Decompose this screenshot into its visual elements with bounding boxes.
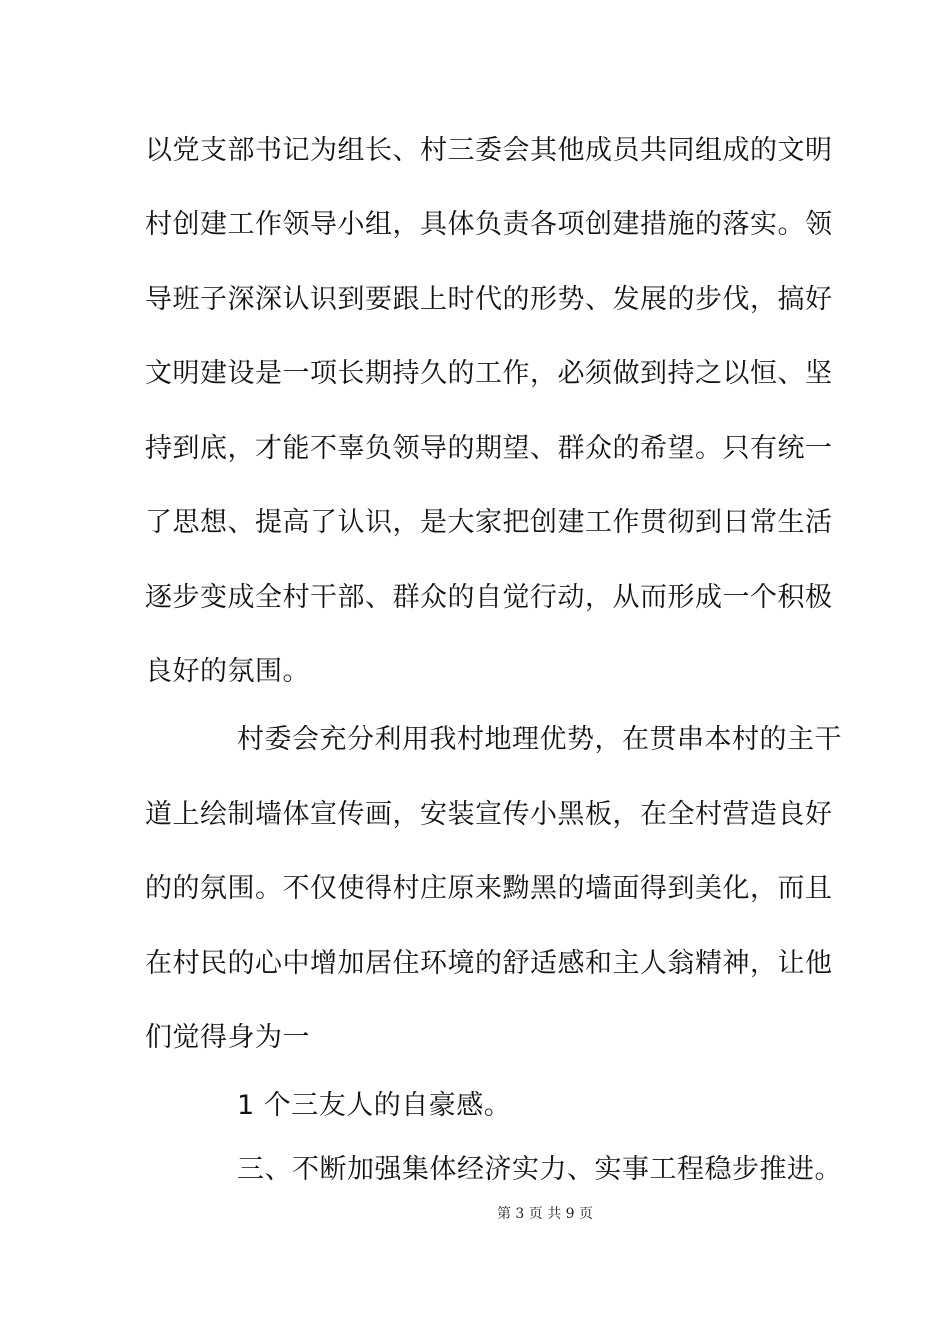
paragraph-line: 文明建设是一项长期持久的工作，必须做到持之以恒、坚 [145,358,833,389]
section-heading: 三、不断加强集体经济实力、实事工程稳步推进。 [237,1154,842,1185]
paragraph-line: 导班子深深认识到要跟上时代的形势、发展的步伐，搞好 [145,284,833,315]
paragraph-line: 们觉得身为一 [145,1022,310,1053]
paragraph-line: 了思想、提高了认识，是大家把创建工作贯彻到日常生活 [145,507,833,538]
paragraph-line: 持到底，才能不辜负领导的期望、群众的希望。只有统一 [145,433,833,464]
paragraph-line: 在村民的心中增加居住环境的舒适感和主人翁精神，让他 [145,948,833,979]
paragraph-line: 1 个三友人的自豪感。 [237,1090,512,1121]
paragraph-line: 良好的氛围。 [145,656,310,687]
paragraph-line: 的的氛围。不仅使得村庄原来黝黑的墙面得到美化，而且 [145,873,833,904]
paragraph-line: 以党支部书记为组长、村三委会其他成员共同组成的文明 [145,135,833,166]
page-number-footer: 第 3 页 共 9 页 [496,1206,594,1222]
paragraph-line: 道上绘制墙体宣传画，安装宣传小黑板，在全村营造良好 [145,799,833,830]
paragraph-line: 逐步变成全村干部、群众的自觉行动，从而形成一个积极 [145,582,833,613]
paragraph-line: 村委会充分利用我村地理优势，在贯串本村的主干 [237,724,842,755]
paragraph-line: 村创建工作领导小组，具体负责各项创建措施的落实。领 [145,209,833,240]
